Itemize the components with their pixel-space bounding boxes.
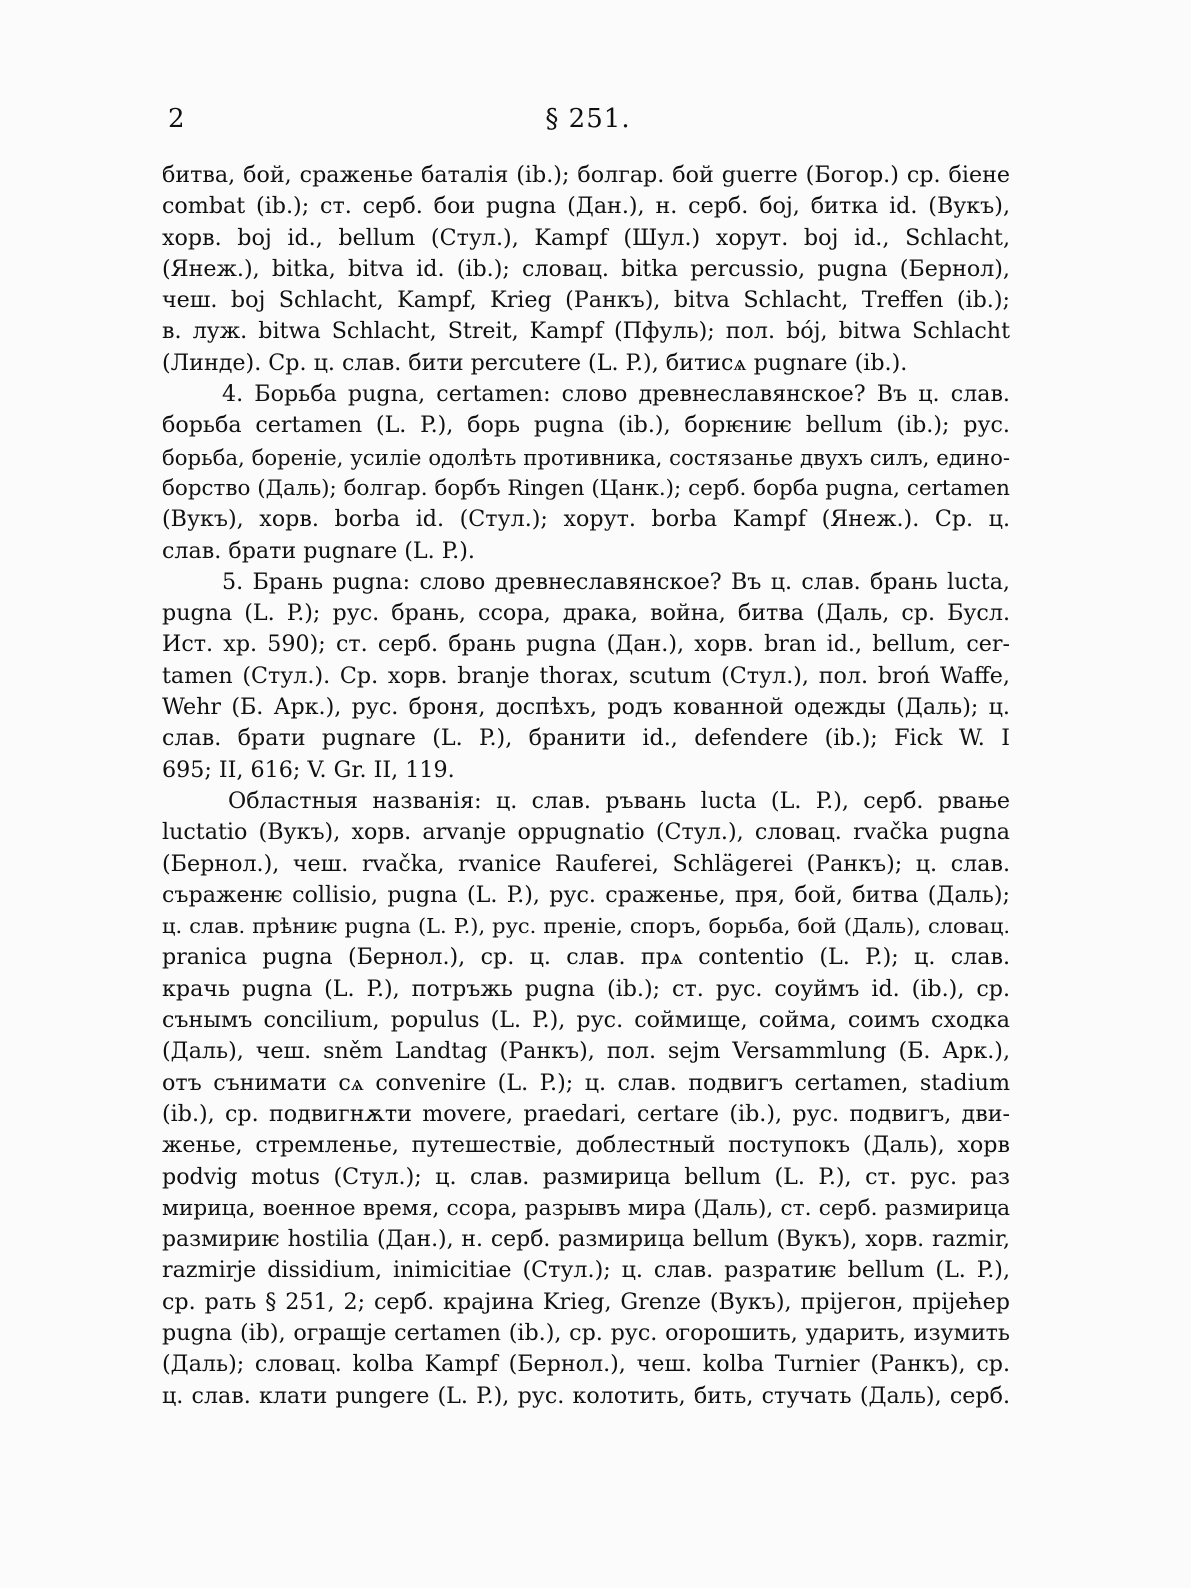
text-line: мирица, военное время, ссора, разрывъ мира (Даль), ст. серб. размирица	[162, 1195, 1010, 1221]
text-line: борьба, бореніе, усиліе одолѣть противника, состязанье двухъ силъ, едино-	[162, 444, 1010, 470]
text-line: (Вукъ), хорв. borba id. (Стул.); хорут. borba Kampf (Янеж.). Ср. ц.	[162, 506, 1010, 533]
text-line: pranica pugna (Бернол.), ср. ц. слав. прѧ contentio (L. P.); ц. слав.	[162, 944, 1010, 971]
text-line: (Даль); словац. kolba Kampf (Бернол.), чеш. kolba Turnier (Ранкъ), ср.	[162, 1351, 1010, 1378]
paragraph-5-heading-line: 5. Брань pugna: слово древнеславянское? Въ ц. слав. брань lucta,	[222, 568, 1010, 595]
text-line: отъ сънимати сѧ convenire (L. P.); ц. слав. подвигъ certamen, stadium	[162, 1069, 1010, 1096]
section-title: § 251.	[545, 104, 631, 134]
text-line: борьба certamen (L. P.), борь pugna (ib.), борѥниѥ bellum (ib.); рус.	[162, 412, 1010, 439]
page-number: 2	[168, 104, 185, 134]
text-line: combat (ib.); ст. серб. бои pugna (Дан.), н. серб. бoj, битка id. (Вукъ),	[162, 193, 1010, 220]
text-line: (Бернол.), чеш. rvačka, rvanice Rauferei, Schlägerei (Ранкъ); ц. слав.	[162, 850, 1010, 877]
text-line: luctatio (Вукъ), хорв. arvanje oppugnatio (Стул.), словац. rvačka pugna	[162, 819, 1010, 846]
page-header	[168, 104, 1008, 144]
text-line: слав. брати pugnare (L. P.), бранити id., defendere (ib.); Fick W. I	[162, 725, 1010, 752]
paragraph-4-heading-line: 4. Борьба pugna, certamen: слово древнеславянское? Въ ц. слав.	[222, 381, 1010, 408]
text-line: ср. рать § 251, 2; серб. крајина Krieg, Grenze (Вукъ), прijeгон, прijeћер	[162, 1288, 1010, 1315]
text-line: ц. слав. клати pungere (L. P.), рус. колотить, бить, стучать (Даль), серб.	[162, 1382, 1010, 1409]
body-text	[162, 160, 1010, 1412]
text-line: Wehr (Б. Арк.), рус. броня, доспѣхъ, родъ кованной одежды (Даль); ц.	[162, 694, 1010, 721]
text-line: хорв. boj id., bellum (Стул.), Kampf (Шул.) хорут. boj id., Schlacht,	[162, 224, 1010, 251]
text-line: съраженѥ collisio, pugna (L. P.), рус. сраженье, пря, бой, битва (Даль);	[162, 881, 1010, 908]
text-line: слав. брати pugnare (L. P.).	[162, 537, 475, 564]
text-line: чеш. boj Schlacht, Kampf, Krieg (Ранкъ), bitva Schlacht, Treffen (ib.);	[162, 287, 1010, 314]
text-line: битва, бой, сраженье баталія (ib.); болгар. бой guerre (Богор.) ср. біене	[162, 162, 1010, 188]
text-line: борство (Даль); болгар. борбъ Ringen (Цанк.); серб. борба pugna, certamen	[162, 475, 1010, 501]
text-line: крачь pugna (L. P.), потръжь pugna (ib.); ст. рус. соуймъ id. (ib.), ср.	[162, 975, 1010, 1002]
text-line: женье, стремленье, путешествіе, доблестный поступокъ (Даль), хорв	[162, 1132, 1010, 1159]
regional-names-heading-line: Областныя названія: ц. слав. ръвань lucta (L. P.), серб. рвање	[228, 787, 1010, 814]
text-line: pugna (ib), ограшје certamen (ib.), ср. рус. огорошить, ударить, изумить	[162, 1319, 1010, 1346]
text-line: (ib.), ср. подвигнѫти movere, praedari, certare (ib.), рус. подвигъ, дви-	[162, 1100, 1010, 1127]
text-line: (Линде). Ср. ц. слав. бити percutere (L. P.), битисѧ pugnare (ib.).	[162, 349, 908, 376]
text-line: tamen (Стул.). Ср. хорв. branje thorax, scutum (Стул.), пол. broń Waffe,	[162, 662, 1010, 689]
text-line: размириѥ hostilia (Дан.), н. серб. размирица bellum (Вукъ), хорв. razmir,	[162, 1227, 1010, 1253]
text-line: podvig motus (Стул.); ц. слав. размирица bellum (L. P.), ст. рус. раз	[162, 1163, 1010, 1190]
text-line: Ист. хр. 590); ст. серб. брань pugna (Дан.), хорв. bran id., bellum, cer-	[162, 631, 1010, 658]
text-line: (Янеж.), bitka, bitva id. (ib.); словац. bitka percussio, pugna (Бернол),	[162, 255, 1010, 282]
text-line: 695; II, 616; V. Gr. II, 119.	[162, 756, 455, 783]
text-line: ц. слав. прѣниѥ pugna (L. P.), рус. преніе, споръ, борьба, бой (Даль), словац.	[162, 914, 1010, 939]
text-line: (Даль), чеш. sněm Landtag (Ранкъ), пол. sejm Versammlung (Б. Арк.),	[162, 1038, 1010, 1065]
text-line: в. луж. bitwa Schlacht, Streit, Kampf (Пфуль); пол. bój, bitwa Schlacht	[162, 318, 1010, 345]
text-line: сънымъ concilium, populus (L. P.), рус. соймище, сойма, соимъ сходка	[162, 1007, 1010, 1034]
text-line: pugna (L. P.); рус. брань, ссора, драка, война, битва (Даль, ср. Бусл.	[162, 600, 1010, 627]
text-line: razmirje dissidium, inimicitiae (Стул.); ц. слав. разратиѥ bellum (L. P.),	[162, 1257, 1010, 1284]
